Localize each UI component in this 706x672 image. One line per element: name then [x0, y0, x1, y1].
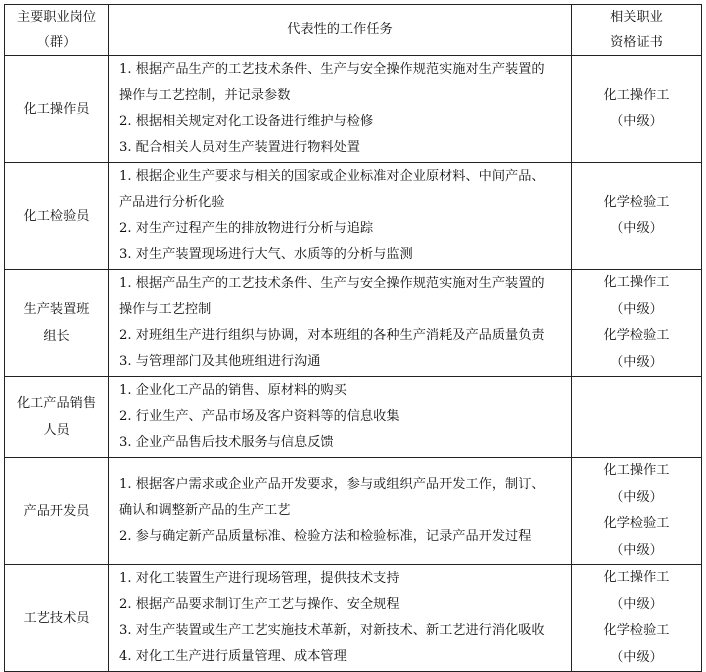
role-text: 组长	[43, 329, 70, 344]
cert-text: 化学检验工	[603, 516, 670, 531]
table-row	[5, 270, 702, 377]
role-cell	[5, 163, 109, 270]
header-cert	[572, 5, 702, 56]
table-row	[5, 163, 702, 270]
header-role-line1: 主要职业岗位	[16, 10, 97, 25]
tasks-cell	[109, 565, 572, 672]
task-line: 2. 根据相关规定对化工设备进行维护与检修	[119, 114, 374, 129]
role-text: 工艺技术员	[23, 610, 90, 626]
cert-cell	[572, 458, 702, 565]
cert-text: （中级）	[610, 354, 663, 370]
header-role	[5, 5, 109, 56]
tasks-cell	[109, 270, 572, 377]
cert-cell	[572, 565, 702, 672]
cert-cell	[572, 163, 702, 270]
document-page	[4, 4, 702, 672]
role-cell	[5, 458, 109, 565]
header-cert-line1: 相关职业	[610, 10, 663, 25]
cert-text: （中级）	[610, 489, 663, 505]
cert-text: （中级）	[610, 221, 663, 236]
task-line: 2. 对班组生产进行组织与协调，对本班组的各种生产消耗及产品质量负责	[119, 328, 545, 343]
task-line: 2. 对生产过程产生的排放物进行分析与追踪	[119, 221, 374, 236]
task-line: 3. 配合相关人员对生产装置进行物料处置	[119, 140, 360, 155]
table-row	[5, 56, 702, 163]
task-line: 1. 根据产品生产的工艺技术条件、生产与安全操作规范实施对生产装置的	[119, 276, 545, 291]
task-line: 3. 与管理部门及其他班组进行沟通	[119, 354, 321, 369]
task-line: 2. 行业生产、产品市场及客户资料等的信息收集	[119, 409, 400, 424]
header-role-line2: （群）	[36, 35, 77, 50]
task-line: 3. 企业产品售后技术服务与信息反馈	[119, 435, 334, 450]
role-text: 化工操作员	[23, 101, 90, 117]
task-line: 3. 对生产装置现场进行大气、水质等的分析与监测	[119, 247, 413, 262]
tasks-cell	[109, 163, 572, 270]
role-text: 化工检验员	[23, 208, 90, 224]
role-text: 化工产品销售	[16, 396, 97, 411]
task-line: 2. 根据产品要求制订生产工艺与操作、安全规程	[119, 597, 400, 612]
job-task-table	[4, 4, 702, 672]
task-line: 1. 对化工装置生产进行现场管理，提供技术支持	[119, 571, 400, 586]
cert-cell	[572, 56, 702, 163]
role-text: 人员	[43, 423, 70, 438]
header-cert-line2: 资格证书	[610, 35, 663, 50]
cert-text: （中级）	[610, 649, 663, 665]
task-line: 操作与工艺控制，并记录参数	[119, 88, 291, 103]
role-cell	[5, 56, 109, 163]
tasks-cell	[109, 56, 572, 163]
task-line: 4. 对化工生产进行质量管理、成本管理	[119, 649, 347, 664]
role-cell	[5, 377, 109, 458]
tasks-cell	[109, 458, 572, 565]
cert-text: 化学检验工	[603, 623, 670, 638]
cert-cell	[572, 270, 702, 377]
cert-text: 化工操作工	[603, 87, 670, 103]
role-text: 产品开发员	[23, 503, 90, 519]
cert-text: （中级）	[610, 301, 663, 317]
cert-text: 化工操作工	[603, 570, 670, 585]
task-line: 3. 对生产装置或生产工艺实施技术革新，对新技术、新工艺进行消化吸收	[119, 623, 545, 638]
table-row	[5, 377, 702, 458]
task-line: 产品进行分析化验	[119, 195, 225, 210]
cert-text: （中级）	[610, 596, 663, 612]
task-line: 1. 根据企业生产要求与相关的国家或企业标准对企业原材料、中间产品、	[119, 169, 545, 184]
cert-cell	[572, 377, 702, 458]
task-line: 确认和调整新产品的生产工艺	[119, 503, 291, 518]
cert-text: 化工操作工	[603, 275, 670, 290]
table-row	[5, 565, 702, 672]
role-text: 生产装置班	[23, 302, 90, 317]
task-line: 1. 根据客户需求或企业产品开发要求，参与或组织产品开发工作，制订、	[119, 477, 545, 492]
task-line: 1. 企业化工产品的销售、原材料的购买	[119, 383, 347, 398]
cert-text: （中级）	[610, 542, 663, 558]
role-cell	[5, 565, 109, 672]
header-tasks: 代表性的工作任务	[109, 5, 572, 56]
cert-text: 化学检验工	[603, 328, 670, 343]
tasks-cell	[109, 377, 572, 458]
task-line: 1. 根据产品生产的工艺技术条件、生产与安全操作规范实施对生产装置的	[119, 62, 545, 77]
role-cell	[5, 270, 109, 377]
table-row	[5, 458, 702, 565]
task-line: 2. 参与确定新产品质量标准、检验方法和检验标准，记录产品开发过程	[119, 529, 532, 544]
task-line: 操作与工艺控制	[119, 302, 212, 317]
cert-text: （中级）	[610, 114, 663, 129]
cert-text: 化工操作工	[603, 463, 670, 478]
table-body	[5, 56, 702, 672]
header-row	[5, 5, 702, 56]
cert-text: 化学检验工	[603, 194, 670, 210]
